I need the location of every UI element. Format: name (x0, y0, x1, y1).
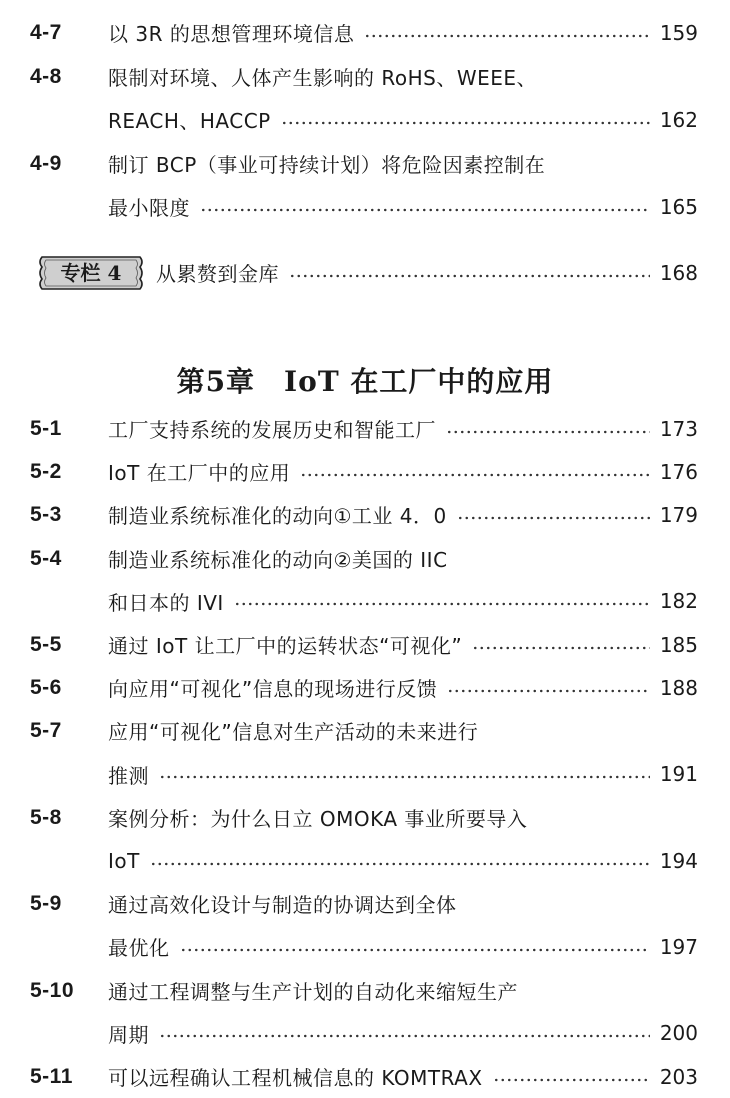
entry-number: 5-5 (30, 633, 62, 656)
toc-entry-line (0, 666, 730, 709)
toc-entry-line (0, 580, 730, 623)
dot-leader (472, 646, 650, 650)
dot-leader (446, 430, 650, 434)
toc-entry-line (0, 882, 730, 925)
toc-entry-line (0, 55, 730, 98)
entry-title: IoT (108, 848, 140, 873)
dot-leader (447, 689, 650, 693)
page-number: 162 (659, 107, 698, 132)
toc-entry-line (0, 1055, 730, 1098)
page-number: 179 (659, 502, 698, 527)
entry-number: 5-3 (30, 503, 62, 527)
dot-leader (289, 274, 650, 278)
entry-title: 通过工程调整与生产计划的自动化来缩短生产 (108, 979, 518, 1004)
entry-number: 4-8 (30, 64, 62, 88)
chapter-title: 第5章 IoT 在工厂中的应用 (176, 365, 554, 398)
toc-entry-line (0, 450, 730, 493)
entry-number: 5-4 (30, 546, 62, 570)
entry-title: 向应用“可视化”信息的现场进行反馈 (108, 677, 438, 702)
toc-entry-line (0, 11, 730, 54)
column-badge (36, 251, 146, 295)
toc-entry-line (0, 623, 730, 666)
entry-number: 5-10 (30, 978, 75, 1002)
entry-title: 应用“可视化”信息对生产活动的未来进行 (108, 720, 479, 745)
entry-title: 最小限度 (108, 196, 190, 220)
page-number: 203 (659, 1064, 698, 1089)
page-number: 182 (659, 589, 698, 614)
entry-title: REACH、HACCP (108, 109, 271, 133)
page-number: 197 (659, 934, 698, 959)
entry-number: 4-7 (30, 21, 62, 44)
toc-entry-line (0, 98, 730, 141)
entry-number: 4-9 (30, 151, 62, 175)
entry-number: 5-1 (30, 417, 62, 440)
entry-title: IoT 在工厂中的应用 (108, 461, 291, 486)
toc-entry-line (0, 537, 730, 580)
toc-entry-line (0, 407, 730, 450)
page-number: 165 (659, 194, 698, 219)
entry-number: 5-11 (30, 1065, 73, 1088)
column-title: 从累赘到金库 (156, 262, 279, 286)
dot-leader (234, 602, 650, 606)
toc-entry-line (0, 925, 730, 968)
entry-number: 5-9 (30, 892, 62, 916)
page-number: 176 (659, 459, 698, 484)
dot-leader (150, 862, 650, 866)
toc-entry-line (0, 1012, 730, 1055)
page-number: 191 (659, 762, 698, 787)
entry-title: 推测 (108, 763, 149, 788)
toc-entry-line (0, 709, 730, 752)
dot-leader (300, 473, 650, 477)
dot-leader (200, 208, 650, 212)
page-number: 159 (659, 20, 698, 45)
dot-leader (364, 34, 649, 38)
page-number: 194 (659, 848, 698, 873)
entry-title: 以 3R 的思想管理环境信息 (108, 22, 355, 46)
entry-title: 最优化 (108, 936, 170, 961)
entry-title: 通过 IoT 让工厂中的运转状态“可视化” (108, 634, 463, 658)
entry-title: 通过高效化设计与制造的协调达到全体 (108, 893, 457, 918)
entry-number: 5-8 (30, 805, 62, 829)
entry-title: 制订 BCP（事业可持续计划）将危险因素控制在 (108, 152, 546, 177)
entry-number: 5-2 (30, 460, 62, 484)
page-number: 185 (659, 632, 698, 657)
entry-title: 可以远程确认工程机械信息的 KOMTRAX (108, 1066, 483, 1090)
entry-title: 周期 (108, 1022, 149, 1047)
entry-title: 制造业系统标准化的动向②美国的 IIC (108, 547, 448, 572)
entry-title: 限制对环境、人体产生影响的 RoHS、WEEE、 (108, 65, 538, 90)
dot-leader (281, 121, 650, 125)
toc-entry-line (0, 796, 730, 839)
page-number: 188 (659, 675, 698, 700)
entry-title: 制造业系统标准化的动向①工业 4．0 (108, 504, 447, 529)
entry-title: 工厂支持系统的发展历史和智能工厂 (108, 418, 436, 442)
toc-entry-line (0, 839, 730, 882)
page-number: 173 (659, 416, 698, 441)
entry-title: 案例分析：为什么日立 OMOKA 事业所要导入 (108, 806, 528, 831)
toc-entry-line (0, 185, 730, 228)
column-badge-label: 专栏 4 (60, 261, 122, 285)
dot-leader (493, 1078, 650, 1082)
page-number: 200 (659, 1021, 698, 1046)
toc-entry-line (0, 969, 730, 1012)
dot-leader (180, 948, 650, 952)
dot-leader (159, 775, 650, 779)
entry-title: 和日本的 IVI (108, 590, 224, 615)
dot-leader (159, 1034, 650, 1038)
toc-entry-line (0, 493, 730, 536)
dot-leader (457, 516, 650, 520)
entry-number: 5-6 (30, 676, 62, 700)
entry-number: 5-7 (30, 719, 62, 743)
toc-entry-line (0, 753, 730, 796)
page-number: 168 (659, 260, 698, 285)
toc-entry-line (0, 142, 730, 185)
